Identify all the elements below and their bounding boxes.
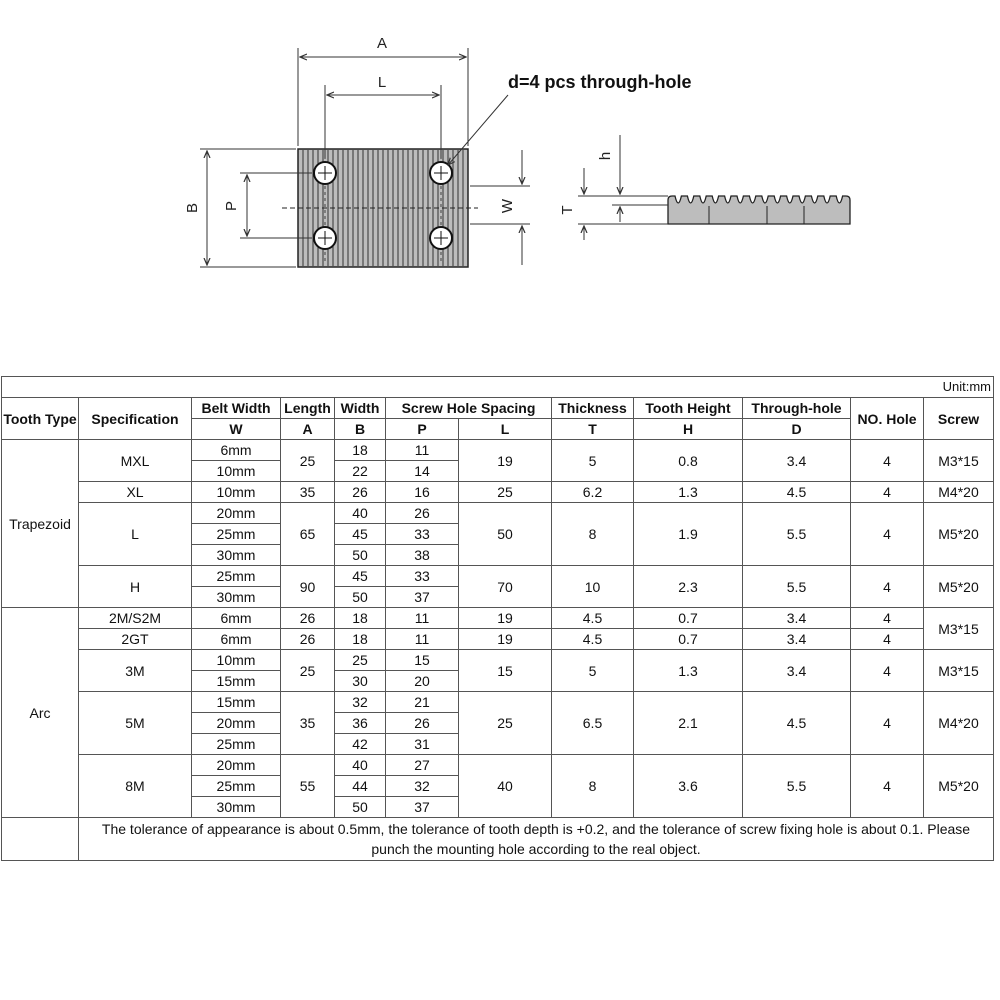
dimension-b-label: B xyxy=(184,202,201,214)
belt-width-cell: 15mm xyxy=(192,671,281,692)
through-hole-top-left xyxy=(314,162,336,184)
through-hole-cell: 3.4 xyxy=(743,650,851,692)
spec-3m: 3M xyxy=(79,650,192,692)
spacing-p-cell: 38 xyxy=(386,545,459,566)
symbol-p: P xyxy=(386,419,459,440)
through-hole-cell: 4.5 xyxy=(743,482,851,503)
unit-label: Unit:mm xyxy=(2,377,994,398)
spacing-l-cell: 50 xyxy=(459,503,552,566)
symbol-w: W xyxy=(192,419,281,440)
symbol-t: T xyxy=(552,419,634,440)
length-cell: 55 xyxy=(281,755,335,818)
spacing-p-cell: 37 xyxy=(386,797,459,818)
unit-row xyxy=(2,377,994,398)
through-hole-cell: 3.4 xyxy=(743,608,851,629)
hole-count-cell: 4 xyxy=(851,440,924,482)
width-cell: 50 xyxy=(335,587,386,608)
table-row xyxy=(2,692,994,713)
belt-width-cell: 15mm xyxy=(192,692,281,713)
through-hole-top-right xyxy=(430,162,452,184)
tooth-height-cell: 0.8 xyxy=(634,440,743,482)
spacing-l-cell: 25 xyxy=(459,482,552,503)
spec-2m-s2m: 2M/S2M xyxy=(79,608,192,629)
hole-count-cell: 4 xyxy=(851,503,924,566)
width-cell: 50 xyxy=(335,545,386,566)
width-cell: 26 xyxy=(335,482,386,503)
screw-cell: M5*20 xyxy=(924,566,994,608)
header-screw-hole-spacing: Screw Hole Spacing xyxy=(386,398,552,419)
tooth-height-cell: 3.6 xyxy=(634,755,743,818)
spacing-p-cell: 15 xyxy=(386,650,459,671)
length-cell: 26 xyxy=(281,629,335,650)
tooth-height-cell: 0.7 xyxy=(634,629,743,650)
belt-width-cell: 6mm xyxy=(192,608,281,629)
spacing-p-cell: 21 xyxy=(386,692,459,713)
spec-l: L xyxy=(79,503,192,566)
spacing-p-cell: 11 xyxy=(386,440,459,461)
belt-width-cell: 25mm xyxy=(192,566,281,587)
spacing-p-cell: 33 xyxy=(386,524,459,545)
spec-table xyxy=(1,376,994,861)
spec-2gt: 2GT xyxy=(79,629,192,650)
hole-count-cell: 4 xyxy=(851,629,924,650)
thickness-cell: 6.5 xyxy=(552,692,634,755)
belt-width-cell: 30mm xyxy=(192,545,281,566)
dimension-w-label: W xyxy=(499,198,516,214)
thickness-cell: 4.5 xyxy=(552,608,634,629)
thickness-cell: 10 xyxy=(552,566,634,608)
width-cell: 32 xyxy=(335,692,386,713)
table-row xyxy=(2,440,994,461)
width-cell: 22 xyxy=(335,461,386,482)
through-hole-cell: 3.4 xyxy=(743,629,851,650)
through-hole-bottom-left xyxy=(314,227,336,249)
width-cell: 40 xyxy=(335,755,386,776)
spec-5m: 5M xyxy=(79,692,192,755)
tooth-height-cell: 0.7 xyxy=(634,608,743,629)
header-specification: Specification xyxy=(79,398,192,440)
through-hole-bottom-right xyxy=(430,227,452,249)
dimension-t xyxy=(559,168,668,240)
belt-width-cell: 6mm xyxy=(192,440,281,461)
through-hole-callout xyxy=(448,72,692,165)
width-cell: 40 xyxy=(335,503,386,524)
screw-cell: M4*20 xyxy=(924,482,994,503)
width-cell: 42 xyxy=(335,734,386,755)
belt-width-cell: 25mm xyxy=(192,524,281,545)
tooth-height-cell: 2.3 xyxy=(634,566,743,608)
thickness-cell: 8 xyxy=(552,503,634,566)
dimension-w xyxy=(470,150,530,265)
spec-8m: 8M xyxy=(79,755,192,818)
dimension-b xyxy=(184,149,296,267)
spacing-p-cell: 14 xyxy=(386,461,459,482)
header-through-hole: Through-hole xyxy=(743,398,851,419)
dimension-l-label: L xyxy=(377,74,387,91)
header-belt-width: Belt Width xyxy=(192,398,281,419)
belt-width-cell: 20mm xyxy=(192,503,281,524)
hole-count-cell: 4 xyxy=(851,482,924,503)
spec-table-body xyxy=(2,440,994,818)
hole-count-cell: 4 xyxy=(851,755,924,818)
spacing-p-cell: 27 xyxy=(386,755,459,776)
length-cell: 90 xyxy=(281,566,335,608)
belt-width-cell: 20mm xyxy=(192,755,281,776)
header-no-hole: NO. Hole xyxy=(851,398,924,440)
belt-clamp-drawing xyxy=(0,0,1000,300)
width-cell: 36 xyxy=(335,713,386,734)
through-hole-cell: 5.5 xyxy=(743,566,851,608)
screw-cell: M5*20 xyxy=(924,755,994,818)
width-cell: 18 xyxy=(335,629,386,650)
dimension-h-label: h xyxy=(597,151,614,161)
dimension-t-label: T xyxy=(559,205,576,215)
length-cell: 35 xyxy=(281,692,335,755)
length-cell: 25 xyxy=(281,440,335,482)
width-cell: 44 xyxy=(335,776,386,797)
screw-cell: M3*15 xyxy=(924,608,994,650)
spacing-l-cell: 19 xyxy=(459,629,552,650)
length-cell: 25 xyxy=(281,650,335,692)
tooth-type-trapezoid: Trapezoid xyxy=(2,440,79,608)
spacing-p-cell: 32 xyxy=(386,776,459,797)
spacing-p-cell: 26 xyxy=(386,503,459,524)
belt-width-cell: 10mm xyxy=(192,650,281,671)
header-screw: Screw xyxy=(924,398,994,440)
spacing-p-cell: 11 xyxy=(386,629,459,650)
table-row xyxy=(2,650,994,671)
dimension-h xyxy=(597,135,668,222)
tooth-type-arc: Arc xyxy=(2,608,79,818)
table-row xyxy=(2,482,994,503)
table-row xyxy=(2,629,994,650)
tolerance-note: The tolerance of appearance is about 0.5mm, the tolerance of tooth depth is +0.2, and the tolerance of screw fixing hole is about 0.1. Please punch the mounting hole according to the real object. xyxy=(79,818,994,861)
dimension-p-label: P xyxy=(223,200,240,212)
through-hole-callout-text: d=4 pcs through-hole xyxy=(508,72,692,92)
spacing-p-cell: 11 xyxy=(386,608,459,629)
spec-xl: XL xyxy=(79,482,192,503)
symbol-h: H xyxy=(634,419,743,440)
width-cell: 18 xyxy=(335,608,386,629)
thickness-cell: 5 xyxy=(552,650,634,692)
spacing-p-cell: 31 xyxy=(386,734,459,755)
screw-cell: M5*20 xyxy=(924,503,994,566)
hole-count-cell: 4 xyxy=(851,566,924,608)
spacing-p-cell: 33 xyxy=(386,566,459,587)
screw-cell: M4*20 xyxy=(924,692,994,755)
width-cell: 50 xyxy=(335,797,386,818)
symbol-d: D xyxy=(743,419,851,440)
through-hole-cell: 5.5 xyxy=(743,755,851,818)
dimension-l xyxy=(325,74,441,158)
thickness-cell: 4.5 xyxy=(552,629,634,650)
spacing-l-cell: 25 xyxy=(459,692,552,755)
width-cell: 25 xyxy=(335,650,386,671)
thickness-cell: 6.2 xyxy=(552,482,634,503)
thickness-cell: 5 xyxy=(552,440,634,482)
spacing-l-cell: 15 xyxy=(459,650,552,692)
spacing-l-cell: 40 xyxy=(459,755,552,818)
through-hole-cell: 4.5 xyxy=(743,692,851,755)
spacing-l-cell: 19 xyxy=(459,608,552,629)
symbol-a: A xyxy=(281,419,335,440)
width-cell: 45 xyxy=(335,524,386,545)
belt-width-cell: 30mm xyxy=(192,587,281,608)
hole-count-cell: 4 xyxy=(851,692,924,755)
header-width: Width xyxy=(335,398,386,419)
table-row xyxy=(2,566,994,587)
spec-h: H xyxy=(79,566,192,608)
belt-width-cell: 6mm xyxy=(192,629,281,650)
symbol-l: L xyxy=(459,419,552,440)
width-cell: 18 xyxy=(335,440,386,461)
hole-count-cell: 4 xyxy=(851,650,924,692)
table-row xyxy=(2,608,994,629)
width-cell: 45 xyxy=(335,566,386,587)
tooth-height-cell: 2.1 xyxy=(634,692,743,755)
thickness-cell: 8 xyxy=(552,755,634,818)
belt-width-cell: 25mm xyxy=(192,734,281,755)
length-cell: 26 xyxy=(281,608,335,629)
through-hole-cell: 3.4 xyxy=(743,440,851,482)
spacing-p-cell: 16 xyxy=(386,482,459,503)
belt-width-cell: 30mm xyxy=(192,797,281,818)
width-cell: 30 xyxy=(335,671,386,692)
header-tooth-height: Tooth Height xyxy=(634,398,743,419)
spec-mxl: MXL xyxy=(79,440,192,482)
header-length: Length xyxy=(281,398,335,419)
hole-count-cell: 4 xyxy=(851,608,924,629)
header-tooth-type: Tooth Type xyxy=(2,398,79,440)
belt-width-cell: 10mm xyxy=(192,482,281,503)
screw-cell: M3*15 xyxy=(924,440,994,482)
length-cell: 65 xyxy=(281,503,335,566)
spacing-p-cell: 26 xyxy=(386,713,459,734)
belt-width-cell: 20mm xyxy=(192,713,281,734)
table-row xyxy=(2,503,994,524)
spacing-p-cell: 37 xyxy=(386,587,459,608)
spacing-l-cell: 70 xyxy=(459,566,552,608)
header-row xyxy=(2,398,994,419)
note-blank-cell xyxy=(2,818,79,861)
belt-width-cell: 10mm xyxy=(192,461,281,482)
length-cell: 35 xyxy=(281,482,335,503)
plate-top-view xyxy=(282,138,478,267)
through-hole-cell: 5.5 xyxy=(743,503,851,566)
screw-cell: M3*15 xyxy=(924,650,994,692)
tooth-height-cell: 1.9 xyxy=(634,503,743,566)
belt-width-cell: 25mm xyxy=(192,776,281,797)
tooth-height-cell: 1.3 xyxy=(634,650,743,692)
tooth-height-cell: 1.3 xyxy=(634,482,743,503)
dimension-a-label: A xyxy=(376,35,388,52)
spacing-l-cell: 19 xyxy=(459,440,552,482)
header-thickness: Thickness xyxy=(552,398,634,419)
table-row xyxy=(2,755,994,776)
note-row xyxy=(2,818,994,861)
plate-side-view xyxy=(668,196,850,224)
spacing-p-cell: 20 xyxy=(386,671,459,692)
symbol-b: B xyxy=(335,419,386,440)
